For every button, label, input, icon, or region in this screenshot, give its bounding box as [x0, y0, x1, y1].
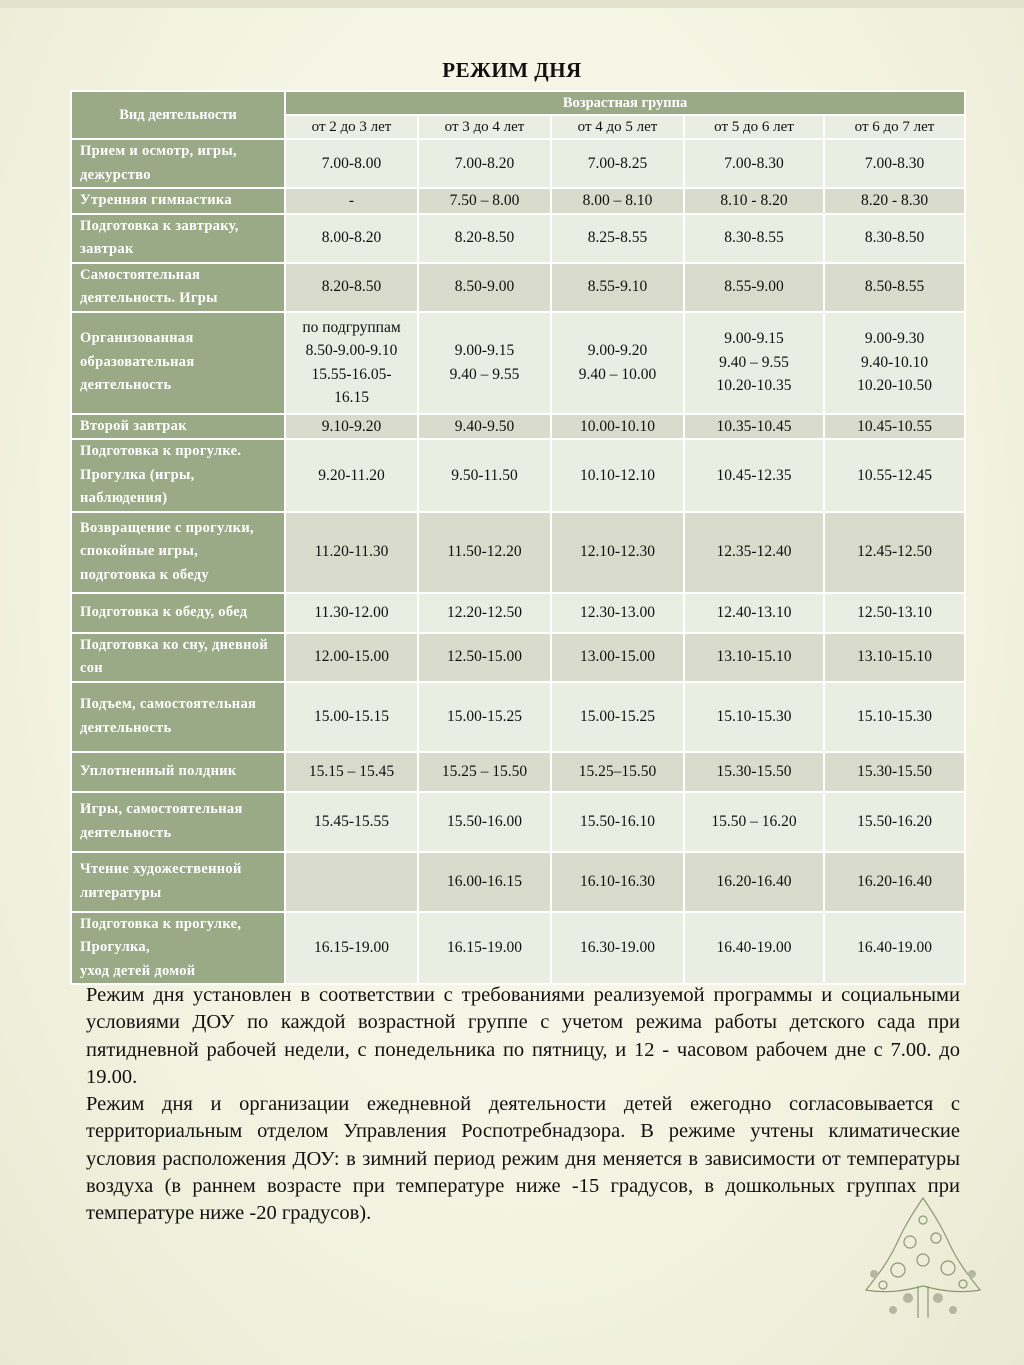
time-cell: 10.00-10.10	[551, 414, 684, 440]
time-cell: 9.00-9.15 9.40 – 9.55	[418, 312, 551, 414]
time-cell: 15.15 – 15.45	[285, 752, 418, 792]
table-row	[71, 633, 965, 682]
time-cell: 10.35-10.45	[684, 414, 824, 440]
time-cell: 16.20-16.40	[684, 852, 824, 912]
activity-cell: Подготовка ко сну, дневной сон	[71, 633, 285, 682]
time-cell: 8.50-9.00	[418, 263, 551, 312]
time-cell: 16.20-16.40	[824, 852, 965, 912]
table-row	[71, 752, 965, 792]
time-cell: 9.00-9.30 9.40-10.10 10.20-10.50	[824, 312, 965, 414]
time-cell: 15.30-15.50	[684, 752, 824, 792]
activity-cell: Самостоятельная деятельность. Игры	[71, 263, 285, 312]
time-cell: 10.45-12.35	[684, 439, 824, 512]
table-row	[71, 512, 965, 593]
activity-cell: Подготовка к обеду, обед	[71, 593, 285, 633]
description-text	[86, 982, 960, 1228]
table-row	[71, 593, 965, 633]
time-cell: 9.00-9.20 9.40 – 10.00	[551, 312, 684, 414]
time-cell: 15.00-15.25	[418, 682, 551, 752]
table-row	[71, 263, 965, 312]
time-cell: 12.00-15.00	[285, 633, 418, 682]
activity-cell: Подготовка к завтраку, завтрак	[71, 214, 285, 263]
schedule-table	[70, 90, 966, 985]
time-cell: 7.00-8.20	[418, 139, 551, 188]
time-cell: 15.10-15.30	[824, 682, 965, 752]
time-cell: 12.50-13.10	[824, 593, 965, 633]
schedule-body	[71, 139, 965, 984]
time-cell: 9.50-11.50	[418, 439, 551, 512]
table-row	[71, 912, 965, 985]
table-row	[71, 214, 965, 263]
table-row	[71, 852, 965, 912]
time-cell: 12.40-13.10	[684, 593, 824, 633]
time-cell: 8.10 - 8.20	[684, 188, 824, 214]
table-row	[71, 139, 965, 188]
time-cell: 8.20-8.50	[285, 263, 418, 312]
time-cell: 9.10-9.20	[285, 414, 418, 440]
time-cell: 8.00 – 8.10	[551, 188, 684, 214]
activity-cell: Возвращение с прогулки, спокойные игры, подготовка к обеду	[71, 512, 285, 593]
time-cell: 10.10-12.10	[551, 439, 684, 512]
time-cell: 7.00-8.00	[285, 139, 418, 188]
table-row	[71, 414, 965, 440]
time-cell: 12.45-12.50	[824, 512, 965, 593]
time-cell: -	[285, 188, 418, 214]
time-cell: 8.00-8.20	[285, 214, 418, 263]
time-cell: 15.10-15.30	[684, 682, 824, 752]
time-cell: 11.50-12.20	[418, 512, 551, 593]
paragraph: Режим дня и организации ежедневной деятельности детей ежегодно согласовывается с территориальным отделом Управления Роспотребнадзора. В режиме учтены климатические условия расположения ДОУ: в зимний период режим дня меняется в зависимости от температуры воздуха (в раннем возрасте при температуре ниже -15 градусов, в дошкольных группах при температуре ниже -20 градусов).	[86, 1093, 960, 1225]
time-cell: 7.50 – 8.00	[418, 188, 551, 214]
time-cell: 16.40-19.00	[824, 912, 965, 985]
time-cell: 15.00-15.15	[285, 682, 418, 752]
age-column-header: от 5 до 6 лет	[684, 115, 824, 139]
time-cell: 9.00-9.15 9.40 – 9.55 10.20-10.35	[684, 312, 824, 414]
age-group-header: Возрастная группа	[285, 91, 965, 115]
table-row	[71, 682, 965, 752]
time-cell: 8.55-9.00	[684, 263, 824, 312]
age-column-header: от 6 до 7 лет	[824, 115, 965, 139]
time-cell: 12.50-15.00	[418, 633, 551, 682]
time-cell: 13.00-15.00	[551, 633, 684, 682]
time-cell: 13.10-15.10	[824, 633, 965, 682]
time-cell: 15.30-15.50	[824, 752, 965, 792]
time-cell: 16.30-19.00	[551, 912, 684, 985]
time-cell: 12.30-13.00	[551, 593, 684, 633]
time-cell: 15.50-16.20	[824, 792, 965, 852]
time-cell: 15.50 – 16.20	[684, 792, 824, 852]
activity-cell: Утренняя гимнастика	[71, 188, 285, 214]
page-title: РЕЖИМ ДНЯ	[442, 58, 582, 82]
activity-cell: Подготовка к прогулке. Прогулка (игры, наблюдения)	[71, 439, 285, 512]
time-cell: 11.20-11.30	[285, 512, 418, 593]
time-cell: 8.25-8.55	[551, 214, 684, 263]
activity-cell: Чтение художественной литературы	[71, 852, 285, 912]
time-cell: 15.25 – 15.50	[418, 752, 551, 792]
time-cell: 15.00-15.25	[551, 682, 684, 752]
time-cell: 15.50-16.10	[551, 792, 684, 852]
time-cell: 11.30-12.00	[285, 593, 418, 633]
time-cell: 12.20-12.50	[418, 593, 551, 633]
time-cell: 13.10-15.10	[684, 633, 824, 682]
time-cell: 16.15-19.00	[285, 912, 418, 985]
activity-cell: Подготовка к прогулке, Прогулка, уход детей домой	[71, 912, 285, 985]
age-column-header: от 2 до 3 лет	[285, 115, 418, 139]
time-cell: 7.00-8.30	[684, 139, 824, 188]
time-cell: 16.15-19.00	[418, 912, 551, 985]
table-row	[71, 188, 965, 214]
activity-column-header: Вид деятельности	[71, 91, 285, 139]
time-cell: 16.40-19.00	[684, 912, 824, 985]
age-column-header: от 4 до 5 лет	[551, 115, 684, 139]
age-column-header: от 3 до 4 лет	[418, 115, 551, 139]
time-cell: 9.20-11.20	[285, 439, 418, 512]
time-cell: 8.20 - 8.30	[824, 188, 965, 214]
time-cell: 10.45-10.55	[824, 414, 965, 440]
activity-cell: Подъем, самостоятельная деятельность	[71, 682, 285, 752]
time-cell: 9.40-9.50	[418, 414, 551, 440]
activity-cell: Прием и осмотр, игры, дежурство	[71, 139, 285, 188]
table-row	[71, 312, 965, 414]
top-stripe	[0, 0, 1024, 8]
time-cell: 12.35-12.40	[684, 512, 824, 593]
time-cell: 16.00-16.15	[418, 852, 551, 912]
time-cell: 10.55-12.45	[824, 439, 965, 512]
activity-cell: Уплотненный полдник	[71, 752, 285, 792]
activity-cell: Организованная образовательная деятельность	[71, 312, 285, 414]
time-cell: 16.10-16.30	[551, 852, 684, 912]
time-cell	[285, 852, 418, 912]
time-cell: 8.30-8.55	[684, 214, 824, 263]
time-cell: 15.45-15.55	[285, 792, 418, 852]
time-cell: 8.55-9.10	[551, 263, 684, 312]
time-cell: 15.50-16.00	[418, 792, 551, 852]
paragraph: Режим дня установлен в соответствии с требованиями реализуемой программы и социальными условиями ДОУ по каждой возрастной группе с учетом режима работы детского сада при пятидневной рабочей недели, с понедельника по пятницу, и 12 - часовом рабочем дне с 7.00. до 19.00.	[86, 984, 960, 1088]
time-cell: 7.00-8.25	[551, 139, 684, 188]
time-cell: 8.50-8.55	[824, 263, 965, 312]
time-cell: 12.10-12.30	[551, 512, 684, 593]
table-row	[71, 792, 965, 852]
activity-cell: Игры, самостоятельная деятельность	[71, 792, 285, 852]
time-cell: 15.25–15.50	[551, 752, 684, 792]
time-cell: 7.00-8.30	[824, 139, 965, 188]
time-cell: 8.20-8.50	[418, 214, 551, 263]
activity-cell: Второй завтрак	[71, 414, 285, 440]
decorative-tree-icon	[848, 1190, 998, 1330]
table-row	[71, 439, 965, 512]
time-cell: по подгруппам 8.50-9.00-9.10 15.55-16.05- 16.15	[285, 312, 418, 414]
time-cell: 8.30-8.50	[824, 214, 965, 263]
